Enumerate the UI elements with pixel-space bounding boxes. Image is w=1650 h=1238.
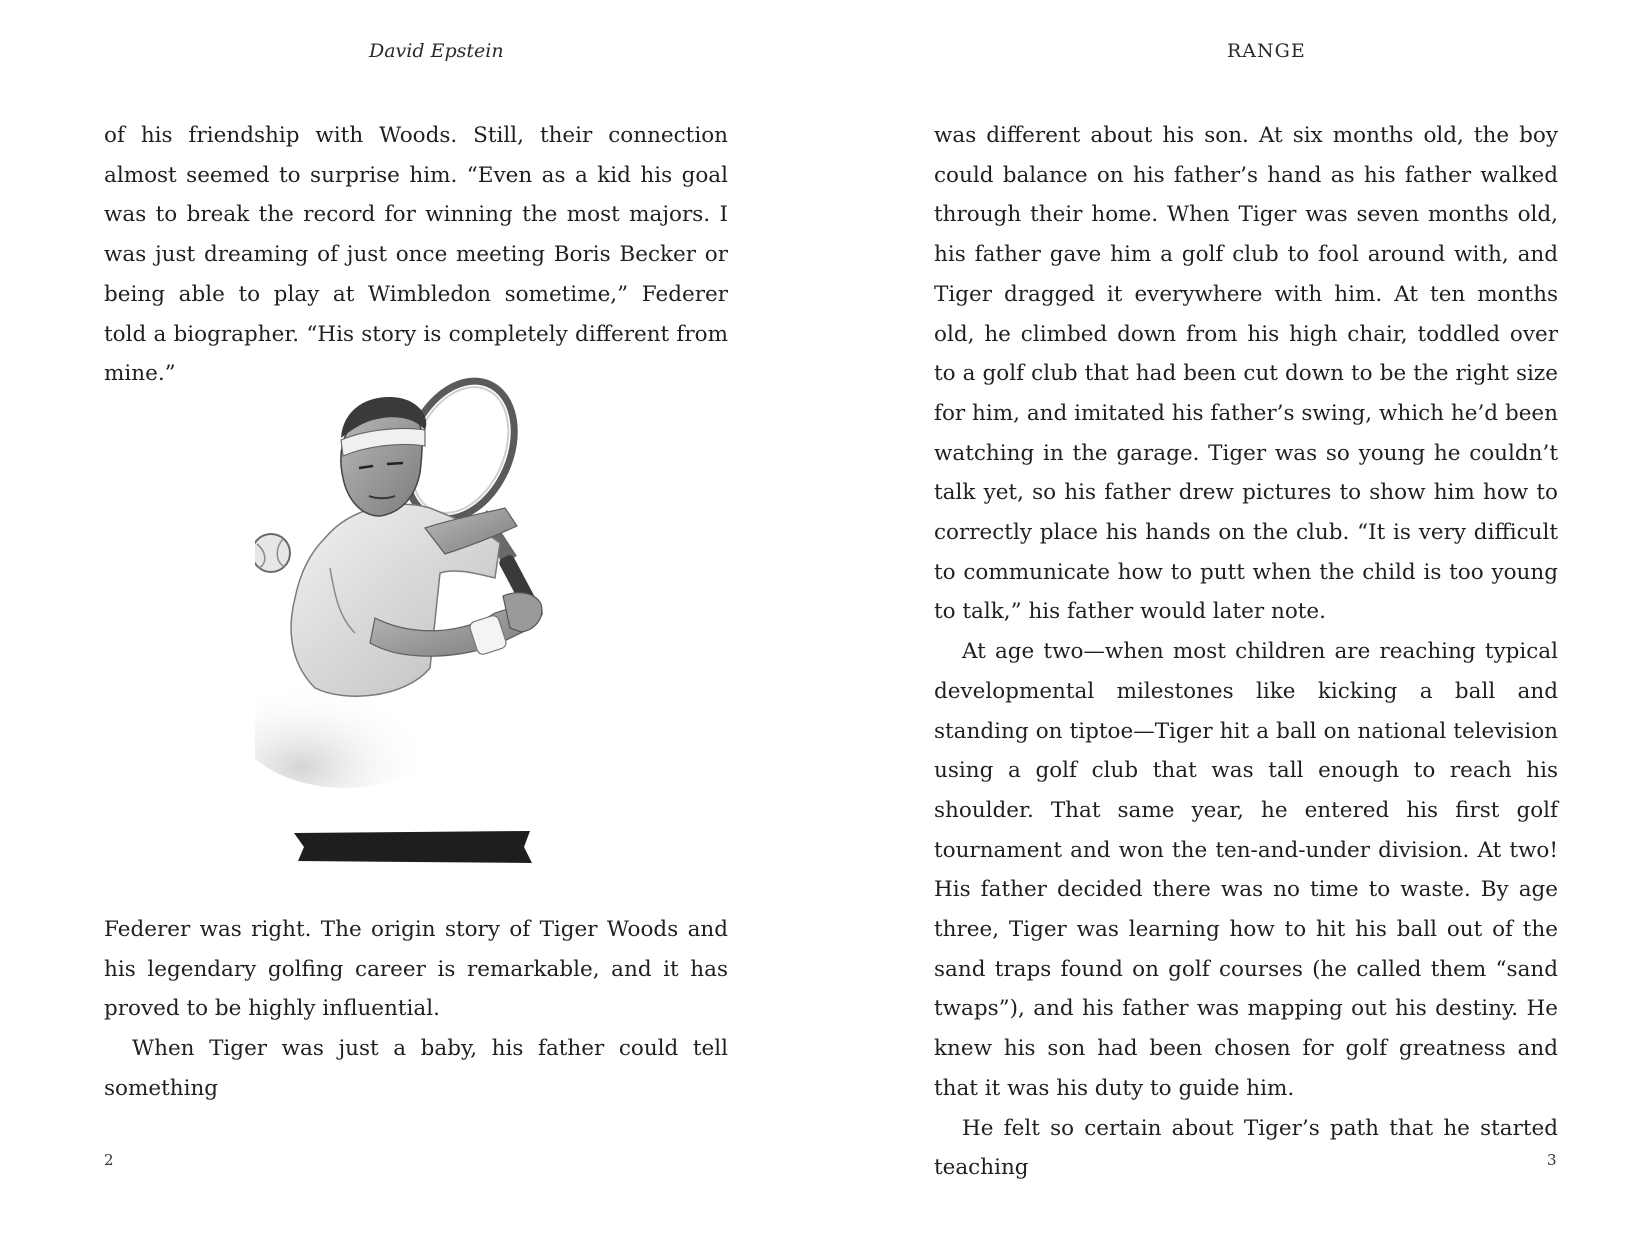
paragraph: Federer was right. The origin story of Tiger Woods and his legendary golfing career is remarkable, and it has proved to be highly influential. (104, 917, 728, 1022)
right-page (825, 0, 1650, 1238)
paragraph: of his friendship with Woods. Still, their connection almost seemed to surprise him. “Even as a kid his goal was to break the record for winning the most majors. I was just dreaming of just once meeting Boris Becker or being able to play at Wimbledon sometime,” Federer told a biographer. “His story is completely different from mine.” (104, 123, 728, 387)
page-number: 3 (1547, 1151, 1557, 1169)
right-page-text (934, 116, 1558, 1188)
paragraph: At age two—when most children are reaching typical developmental milestones like kicking a ball and standing on tiptoe—Tiger hit a ball on national television using a golf club that was tall enough to reach his shoulder. That same year, he entered his first golf tournament and won the ten-and-under division. At two! His father decided there was no time to waste. By age three, Tiger was learning how to hit his ball out of the sand traps found on golf courses (he called them “sand twaps”), and his father was mapping out his destiny. He knew his son had been chosen for golf greatness and that it was his duty to guide him. (934, 639, 1558, 1101)
divider-banner (294, 829, 532, 865)
tennis-player-illustration (255, 368, 585, 798)
paragraph: was different about his son. At six months old, the boy could balance on his father’s hand as his father walked through their home. When Tiger was seven months old, his father gave him a golf club to fool around with, and Tiger dragged it everywhere with him. At ten months old, he climbed down from his high chair, toddled over to a golf club that had been cut down to be the right size for him, and imitated his father’s swing, which he’d been watching in the garage. Tiger was so young he couldn’t talk yet, so his father drew pictures to show him how to correctly place his hands on the club. “It is very difficult to communicate how to putt when the child is too young to talk,” his father would later note. (934, 123, 1558, 625)
left-page-text-bottom (104, 910, 728, 1109)
paragraph: When Tiger was just a baby, his father could tell something (104, 1036, 728, 1101)
running-head-author: David Epstein (369, 40, 504, 62)
left-page-text-top (104, 116, 728, 394)
paragraph: He felt so certain about Tiger’s path that he started teaching (934, 1115, 1558, 1181)
tennis-ball-icon (255, 534, 290, 572)
page-number: 2 (104, 1151, 114, 1169)
running-head-title: RANGE (1227, 40, 1306, 62)
